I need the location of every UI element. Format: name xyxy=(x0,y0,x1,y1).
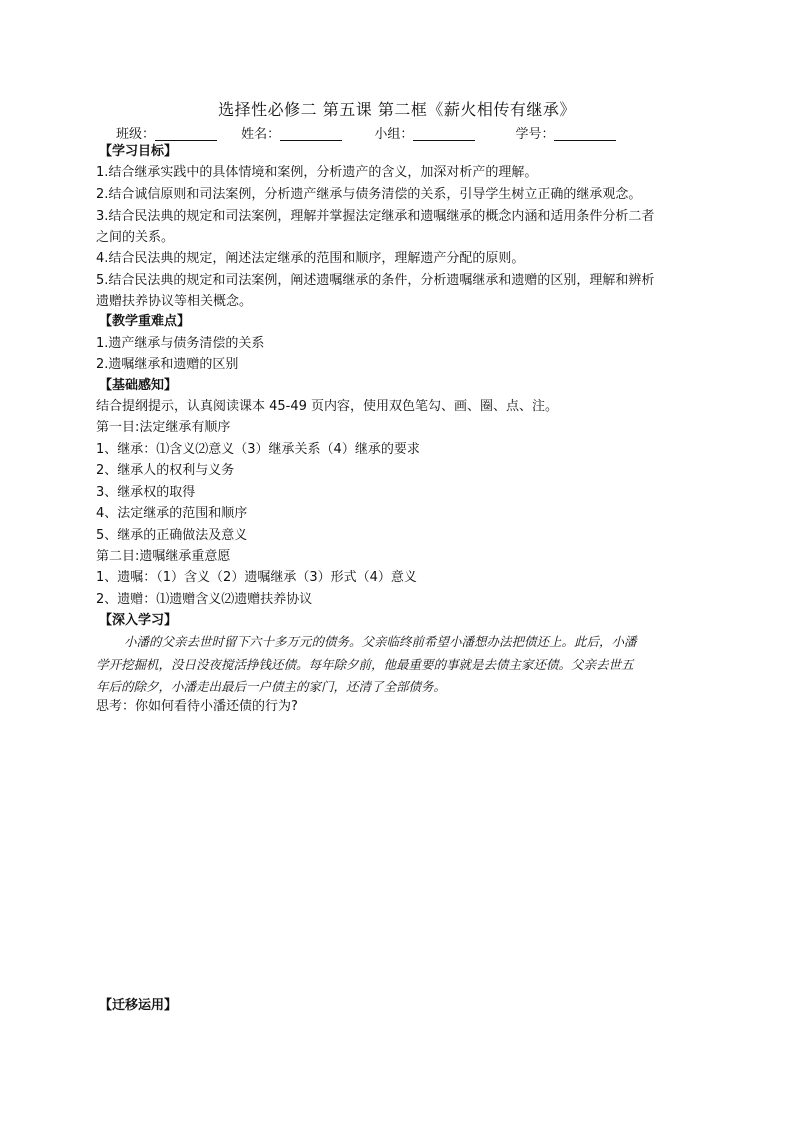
key-point-item: 2.遗嘱继承和遗赠的区别 xyxy=(96,357,239,372)
page-title: 选择性必修二 第五课 第二框《薪火相传有继承》 xyxy=(218,100,576,119)
group-label: 小组： xyxy=(374,127,414,142)
think-question: 思考：你如何看待小潘还债的行为? xyxy=(96,699,298,714)
goal-item: 4.结合民法典的规定，阐述法定继承的范围和顺序，理解遗产分配的原则。 xyxy=(96,251,525,266)
transfer-heading: 【迁移运用】 xyxy=(99,998,178,1013)
goals-heading: 【学习目标】 xyxy=(99,144,178,159)
basics-item: 第一目:法定继承有顺序 xyxy=(96,420,231,435)
basics-item: 1、遗嘱：（1）含义（2）遗嘱继承（3）形式（4）意义 xyxy=(96,570,417,585)
basics-item: 3、继承权的取得 xyxy=(96,485,196,500)
name-field xyxy=(241,123,342,142)
name-label: 姓名： xyxy=(241,127,281,142)
class-label: 班级： xyxy=(116,127,156,142)
basics-item: 5、继承的正确做法及意义 xyxy=(96,528,248,543)
basics-item: 1、继承：⑴含义⑵意义（3）继承关系（4）继承的要求 xyxy=(96,442,420,457)
deep-heading: 【深入学习】 xyxy=(99,613,178,628)
goal-item: 1.结合继承实践中的具体情境和案例，分析遗产的含义，加深对析产的理解。 xyxy=(96,165,538,180)
group-blank[interactable] xyxy=(413,126,475,141)
id-label: 学号： xyxy=(515,127,555,142)
goal-item: 之间的关系。 xyxy=(96,230,175,245)
basics-item: 4、法定继承的范围和顺序 xyxy=(96,506,248,521)
story-line: 学开挖掘机，没日没夜搅活挣钱还债。每年除夕前，他最重要的事就是去债主家还债。父亲去世五 xyxy=(96,657,634,672)
key-points-heading: 【教学重难点】 xyxy=(99,314,191,329)
basics-heading: 【基础感知】 xyxy=(99,378,178,393)
basics-item: 第二目:遗嘱继承重意愿 xyxy=(96,549,231,564)
basics-item: 2、遗赠：⑴遗赠含义⑵遗赠扶养协议 xyxy=(96,592,313,607)
class-blank[interactable] xyxy=(155,126,217,141)
student-info-row xyxy=(116,123,616,142)
goal-item: 5.结合民法典的规定和司法案例，阐述遗嘱继承的条件，分析遗嘱继承和遗赠的区别，理解和辨析 xyxy=(96,273,655,288)
basics-item: 结合提纲提示，认真阅读课本 45-49 页内容，使用双色笔勾、画、圈、点、注。 xyxy=(96,399,559,414)
id-blank[interactable] xyxy=(554,126,616,141)
key-point-item: 1.遗产继承与债务清偿的关系 xyxy=(96,336,265,351)
answer-area[interactable] xyxy=(96,730,696,990)
story-line: 年后的除夕，小潘走出最后一户债主的家门，还清了全部债务。 xyxy=(96,679,447,694)
goal-item: 2.结合诚信原则和司法案例，分析遗产继承与债务清偿的关系，引导学生树立正确的继承观念。 xyxy=(96,187,642,202)
name-blank[interactable] xyxy=(280,126,342,141)
basics-item: 2、继承人的权利与义务 xyxy=(96,463,235,478)
group-field xyxy=(374,123,475,142)
class-field xyxy=(116,123,217,142)
story-line: 小潘的父亲去世时留下六十多万元的债务。父亲临终前希望小潘想办法把债还上。此后，小潘 xyxy=(124,634,637,649)
goal-item: 遗赠扶养协议等相关概念。 xyxy=(96,294,253,309)
id-field xyxy=(515,123,616,142)
goal-item: 3.结合民法典的规定和司法案例，理解并掌握法定继承和遗嘱继承的概念内涵和适用条件分析二者 xyxy=(96,209,655,224)
